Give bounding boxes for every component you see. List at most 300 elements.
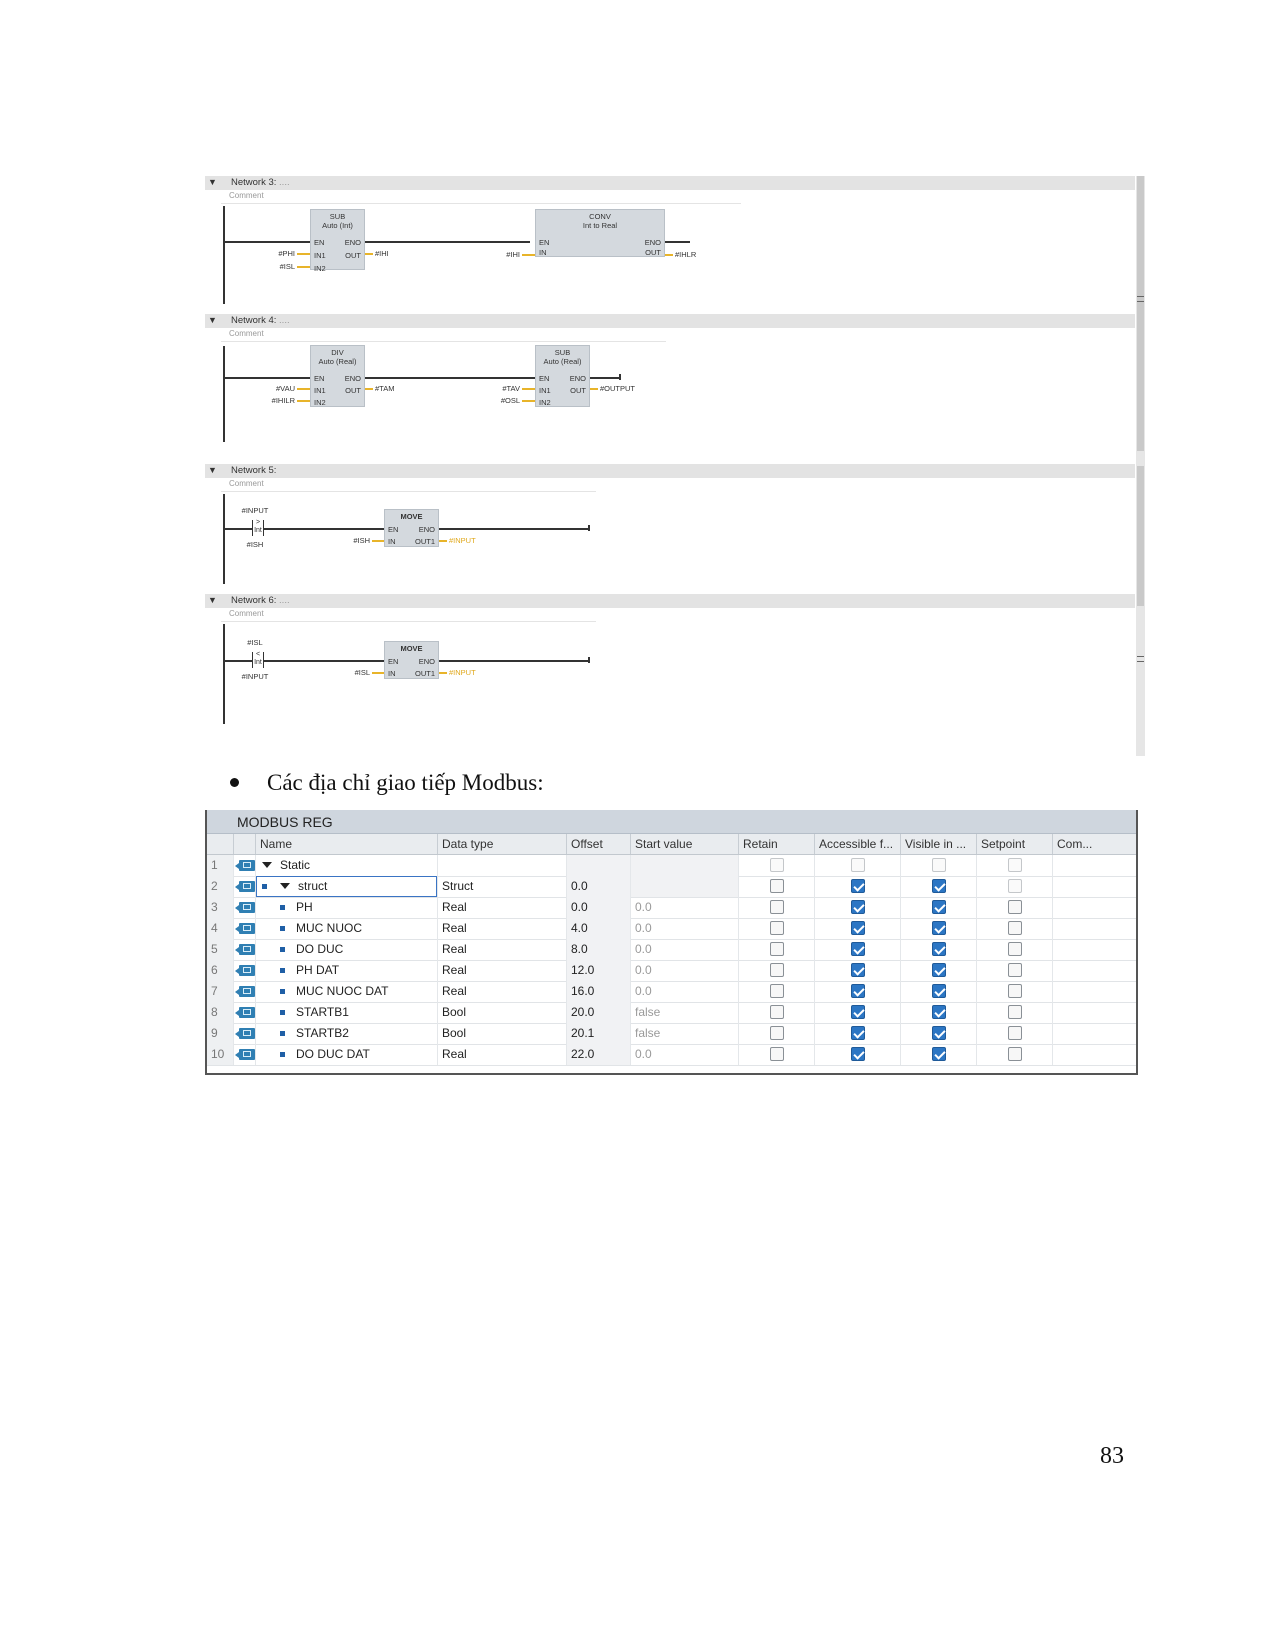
operand-wire — [372, 672, 384, 674]
comment-cell[interactable] — [1052, 981, 1136, 1002]
operand[interactable]: #INPUT — [449, 668, 476, 677]
rung-end — [619, 374, 621, 380]
data-type-cell[interactable]: Real — [437, 939, 566, 960]
tag-name: STARTB1 — [296, 1005, 349, 1019]
comment-cell[interactable] — [1052, 918, 1136, 939]
retain-checkbox[interactable] — [770, 900, 784, 914]
accessible-checkbox[interactable] — [851, 900, 865, 914]
visible-checkbox[interactable] — [932, 963, 946, 977]
pin-in1: IN1 — [314, 386, 326, 395]
operand-wire — [365, 388, 373, 390]
start-value-cell[interactable]: 0.0 — [630, 1044, 738, 1065]
operand[interactable]: #PHI — [278, 249, 295, 258]
visible-cell — [900, 855, 976, 876]
bullet-item — [230, 770, 544, 796]
retain-checkbox[interactable] — [770, 984, 784, 998]
rung-wire — [365, 241, 530, 243]
setpoint-checkbox[interactable] — [1008, 1026, 1022, 1040]
collapse-triangle-icon[interactable]: ▼ — [208, 315, 217, 325]
rung-wire — [439, 660, 589, 662]
interface-tag-icon — [239, 860, 255, 871]
power-rail — [223, 206, 225, 304]
table-row[interactable] — [207, 960, 1136, 982]
accessible-checkbox[interactable] — [851, 1005, 865, 1019]
offset-cell: 20.1 — [566, 1023, 630, 1044]
rung-wire — [224, 241, 324, 243]
pin-out: OUT — [570, 386, 586, 395]
retain-checkbox[interactable] — [770, 858, 784, 872]
data-type-cell[interactable] — [437, 855, 566, 876]
setpoint-checkbox[interactable] — [1008, 900, 1022, 914]
compare-symbol: > — [255, 519, 261, 526]
scrollbar-thumb-lower[interactable] — [1137, 466, 1144, 606]
pin-en: EN — [314, 238, 325, 247]
start-value-cell[interactable]: false — [630, 1002, 738, 1023]
start-value-cell[interactable]: 0.0 — [630, 939, 738, 960]
start-value-cell[interactable]: 0.0 — [630, 981, 738, 1002]
accessible-cell — [814, 960, 900, 981]
row-number: 5 — [207, 939, 233, 960]
row-number: 8 — [207, 1002, 233, 1023]
retain-cell — [738, 1023, 814, 1044]
network-title: Network 3: .... — [231, 177, 290, 188]
block-type: Auto (Real) — [318, 357, 357, 366]
operand[interactable]: #OUTPUT — [600, 384, 636, 393]
name-cell[interactable] — [255, 1002, 437, 1023]
bullet-text: Các địa chỉ giao tiếp Modbus: — [267, 770, 544, 795]
block-name: CONV — [589, 212, 611, 221]
visible-cell — [900, 1044, 976, 1065]
operand-wire — [665, 254, 673, 256]
data-type-cell[interactable]: Real — [437, 981, 566, 1002]
row-number: 2 — [207, 876, 233, 897]
operand[interactable]: #IHI — [375, 249, 389, 258]
start-value-cell[interactable] — [630, 855, 738, 876]
compare-symbol: < — [255, 651, 261, 658]
rung-wire — [224, 377, 310, 379]
collapse-triangle-icon[interactable]: ▼ — [208, 177, 217, 187]
accessible-checkbox[interactable] — [851, 1047, 865, 1061]
accessible-checkbox[interactable] — [851, 921, 865, 935]
rung-wire — [264, 528, 384, 530]
table-row[interactable] — [207, 855, 1136, 877]
name-cell[interactable] — [255, 918, 437, 939]
operand[interactable]: #ISL — [354, 668, 370, 677]
comment-cell[interactable] — [1052, 1044, 1136, 1065]
interface-tag-icon — [239, 965, 255, 976]
setpoint-checkbox[interactable] — [1008, 942, 1022, 956]
column-header-start-value[interactable]: Start value — [630, 834, 738, 854]
offset-cell: 20.0 — [566, 1002, 630, 1023]
interface-tag-icon — [239, 1049, 255, 1060]
retain-checkbox[interactable] — [770, 963, 784, 977]
table-row[interactable] — [207, 897, 1136, 919]
conv-block[interactable] — [535, 209, 665, 257]
pin-eno: ENO — [344, 374, 361, 383]
comment-cell[interactable] — [1052, 855, 1136, 876]
data-type-cell[interactable]: Bool — [437, 1002, 566, 1023]
network-header[interactable] — [205, 594, 1135, 608]
member-square-icon — [280, 926, 285, 931]
network-5 — [205, 464, 1135, 594]
pin-en: EN — [539, 238, 550, 247]
modbus-table — [205, 810, 1138, 1075]
tag-cell — [233, 939, 255, 960]
move-block[interactable] — [384, 509, 439, 547]
table-row[interactable] — [207, 1002, 1136, 1024]
compare-type: Int — [254, 659, 262, 666]
operand-wire — [522, 254, 535, 256]
offset-cell: 12.0 — [566, 960, 630, 981]
name-cell[interactable] — [255, 1044, 437, 1065]
column-header-name[interactable]: Name — [255, 834, 437, 854]
retain-cell — [738, 1044, 814, 1065]
comment-cell[interactable] — [1052, 897, 1136, 918]
visible-cell — [900, 918, 976, 939]
operand[interactable]: #OSL — [500, 396, 520, 405]
column-header-offset[interactable]: Offset — [566, 834, 630, 854]
accessible-checkbox[interactable] — [851, 963, 865, 977]
column-header-retain[interactable]: Retain — [738, 834, 814, 854]
scrollbar-grip-icon — [1137, 296, 1144, 302]
sub-block[interactable] — [310, 209, 365, 273]
setpoint-cell — [976, 897, 1052, 918]
start-value-cell[interactable]: 0.0 — [630, 897, 738, 918]
network-3 — [205, 176, 1135, 314]
operand[interactable]: #INPUT — [449, 536, 476, 545]
interface-tag-icon — [239, 902, 255, 913]
data-type-cell[interactable]: Struct — [437, 876, 566, 897]
compare-type: Int — [254, 527, 262, 534]
tag-cell — [233, 1044, 255, 1065]
pin-en: EN — [388, 657, 399, 666]
name-cell[interactable] — [255, 981, 437, 1002]
tag-name: MUC NUOC — [296, 921, 362, 935]
table-row[interactable] — [207, 981, 1136, 1003]
pin-in2: IN2 — [539, 398, 551, 407]
member-square-icon — [280, 947, 285, 952]
setpoint-cell — [976, 918, 1052, 939]
retain-cell — [738, 1002, 814, 1023]
interface-tag-icon — [239, 986, 255, 997]
visible-checkbox[interactable] — [932, 921, 946, 935]
member-square-icon — [280, 968, 285, 973]
accessible-checkbox[interactable] — [851, 858, 865, 872]
pin-in2: IN2 — [314, 398, 326, 407]
pin-out1: OUT1 — [414, 669, 435, 678]
tag-cell — [233, 981, 255, 1002]
operand[interactable]: #TAM — [375, 384, 395, 393]
visible-cell — [900, 876, 976, 897]
data-type-cell[interactable]: Real — [437, 1044, 566, 1065]
name-cell[interactable] — [255, 897, 437, 918]
network-header[interactable] — [205, 464, 1135, 478]
start-value-cell[interactable]: false — [630, 1023, 738, 1044]
visible-checkbox[interactable] — [932, 984, 946, 998]
network-6 — [205, 594, 1135, 734]
div-block[interactable] — [310, 345, 365, 407]
data-type-cell[interactable]: Real — [437, 960, 566, 981]
pin-eno: ENO — [418, 657, 435, 666]
operand-wire — [297, 388, 310, 390]
network-comment[interactable]: Comment — [221, 329, 666, 342]
setpoint-checkbox[interactable] — [1008, 984, 1022, 998]
block-type: Int to Real — [582, 221, 618, 230]
member-square-icon — [280, 1010, 285, 1015]
tag-cell — [233, 918, 255, 939]
pin-en: EN — [314, 374, 325, 383]
block-name: MOVE — [400, 512, 423, 521]
table-row[interactable] — [207, 918, 1136, 940]
collapse-triangle-icon[interactable]: ▼ — [208, 465, 217, 475]
table-title: MODBUS REG — [207, 810, 1136, 834]
pin-out1: OUT1 — [414, 537, 435, 546]
block-name: DIV — [331, 348, 344, 357]
start-value-cell[interactable] — [630, 876, 738, 897]
pin-in: IN — [539, 248, 547, 257]
rung-wire — [590, 377, 620, 379]
accessible-cell — [814, 1044, 900, 1065]
setpoint-checkbox[interactable] — [1008, 858, 1022, 872]
collapse-triangle-icon[interactable]: ▼ — [208, 595, 217, 605]
operand[interactable]: #IHI — [506, 250, 520, 259]
tag-cell — [233, 1023, 255, 1044]
operand-wire — [297, 266, 310, 268]
accessible-cell — [814, 1023, 900, 1044]
comment-cell[interactable] — [1052, 1023, 1136, 1044]
retain-checkbox[interactable] — [770, 942, 784, 956]
scrollbar-grip-icon — [1137, 656, 1144, 662]
accessible-checkbox[interactable] — [851, 984, 865, 998]
retain-cell — [738, 855, 814, 876]
visible-checkbox[interactable] — [932, 1026, 946, 1040]
retain-cell — [738, 897, 814, 918]
row-number: 9 — [207, 1023, 233, 1044]
operand[interactable]: #ISL — [279, 262, 295, 271]
member-square-icon — [280, 1031, 285, 1036]
ladder-editor — [205, 176, 1145, 756]
network-title: Network 6: .... — [231, 595, 290, 606]
tag-name: struct — [298, 879, 328, 893]
rung-wire — [365, 377, 535, 379]
setpoint-cell — [976, 1044, 1052, 1065]
table-row[interactable] — [207, 1044, 1136, 1066]
offset-cell: 4.0 — [566, 918, 630, 939]
column-header-data-type[interactable]: Data type — [437, 834, 566, 854]
rung-wire — [665, 241, 690, 243]
retain-checkbox[interactable] — [770, 879, 784, 893]
expand-triangle-icon[interactable] — [262, 862, 272, 868]
data-type-cell[interactable]: Real — [437, 918, 566, 939]
name-cell[interactable] — [255, 939, 437, 960]
setpoint-cell — [976, 876, 1052, 897]
retain-checkbox[interactable] — [770, 1005, 784, 1019]
setpoint-checkbox[interactable] — [1008, 921, 1022, 935]
name-cell[interactable] — [255, 960, 437, 981]
rung-end — [588, 525, 590, 531]
offset-cell: 22.0 — [566, 1044, 630, 1065]
table-row[interactable] — [207, 876, 1136, 898]
row-number: 10 — [207, 1044, 233, 1065]
interface-tag-icon — [239, 881, 255, 892]
retain-cell — [738, 960, 814, 981]
operand-wire — [297, 400, 310, 402]
start-value-cell[interactable]: 0.0 — [630, 918, 738, 939]
visible-checkbox[interactable] — [932, 879, 946, 893]
row-number: 4 — [207, 918, 233, 939]
interface-tag-icon — [239, 1028, 255, 1039]
tag-name: DO DUC DAT — [296, 1047, 370, 1061]
member-square-icon — [280, 905, 285, 910]
table-header — [207, 834, 1136, 855]
setpoint-checkbox[interactable] — [1008, 1047, 1022, 1061]
visible-cell — [900, 1002, 976, 1023]
visible-cell — [900, 960, 976, 981]
row-number: 3 — [207, 897, 233, 918]
pin-out: OUT — [645, 248, 661, 257]
contact-operand[interactable]: #INPUT — [241, 672, 269, 681]
operand-wire — [590, 388, 598, 390]
name-cell[interactable] — [255, 876, 437, 897]
pin-eno: ENO — [418, 525, 435, 534]
operand-wire — [297, 253, 310, 255]
operand-wire — [439, 540, 447, 542]
setpoint-cell — [976, 1002, 1052, 1023]
visible-checkbox[interactable] — [932, 858, 946, 872]
row-number: 6 — [207, 960, 233, 981]
operand-wire — [522, 400, 535, 402]
visible-checkbox[interactable] — [932, 900, 946, 914]
power-rail — [223, 494, 225, 584]
setpoint-cell — [976, 1023, 1052, 1044]
column-header-accessible[interactable]: Accessible f... — [814, 834, 900, 854]
operand-wire — [365, 253, 373, 255]
name-cell[interactable] — [255, 855, 437, 876]
network-comment[interactable]: Comment — [221, 479, 596, 492]
accessible-checkbox[interactable] — [851, 879, 865, 893]
retain-checkbox[interactable] — [770, 921, 784, 935]
operand-wire — [439, 672, 447, 674]
rung-end — [588, 657, 590, 663]
offset-cell: 8.0 — [566, 939, 630, 960]
setpoint-cell — [976, 939, 1052, 960]
scrollbar-thumb[interactable] — [1137, 176, 1144, 451]
operand[interactable]: #VAU — [275, 384, 295, 393]
retain-cell — [738, 939, 814, 960]
operand-wire — [522, 388, 535, 390]
pin-in: IN — [388, 537, 396, 546]
tag-name: Static — [280, 858, 311, 872]
table-row[interactable] — [207, 1023, 1136, 1045]
vertical-scrollbar[interactable] — [1136, 176, 1145, 756]
operand-wire — [372, 540, 384, 542]
offset-cell: 0.0 — [566, 876, 630, 897]
comment-cell[interactable] — [1052, 1002, 1136, 1023]
retain-checkbox[interactable] — [770, 1026, 784, 1040]
contact-operand[interactable]: #INPUT — [241, 506, 269, 515]
page-number: 83 — [1100, 1443, 1124, 1469]
accessible-cell — [814, 897, 900, 918]
data-type-cell[interactable]: Bool — [437, 1023, 566, 1044]
sub-real-block[interactable] — [535, 345, 590, 407]
setpoint-cell — [976, 960, 1052, 981]
visible-cell — [900, 897, 976, 918]
operand[interactable]: #IHILR — [271, 396, 295, 405]
row-number-header — [207, 834, 233, 854]
tag-name: PH DAT — [296, 963, 340, 977]
operand[interactable]: #IHLR — [675, 250, 697, 259]
comment-cell[interactable] — [1052, 939, 1136, 960]
member-square-icon — [280, 1052, 285, 1057]
rung-wire — [439, 528, 589, 530]
start-value-cell[interactable]: 0.0 — [630, 960, 738, 981]
retain-cell — [738, 981, 814, 1002]
member-square-icon — [280, 989, 285, 994]
contact-operand[interactable]: #ISH — [246, 540, 264, 549]
pin-en: EN — [388, 525, 399, 534]
setpoint-checkbox[interactable] — [1008, 963, 1022, 977]
tag-cell — [233, 1002, 255, 1023]
operand[interactable]: #TAV — [502, 384, 520, 393]
network-4 — [205, 314, 1135, 459]
setpoint-checkbox[interactable] — [1008, 879, 1022, 893]
accessible-checkbox[interactable] — [851, 942, 865, 956]
contact-operand[interactable]: #ISL — [247, 638, 263, 647]
operand[interactable]: #ISH — [353, 536, 370, 545]
pin-in1: IN1 — [314, 251, 326, 260]
comment-cell[interactable] — [1052, 960, 1136, 981]
setpoint-cell — [976, 855, 1052, 876]
tag-cell — [233, 960, 255, 981]
network-comment[interactable]: Comment — [221, 191, 741, 204]
table-row[interactable] — [207, 939, 1136, 961]
visible-checkbox[interactable] — [932, 942, 946, 956]
data-type-cell[interactable]: Real — [437, 897, 566, 918]
name-cell[interactable] — [255, 1023, 437, 1044]
name-edit-box[interactable] — [256, 876, 437, 897]
column-header-visible[interactable]: Visible in ... — [900, 834, 976, 854]
column-header-setpoint[interactable]: Setpoint — [976, 834, 1052, 854]
comment-cell[interactable] — [1052, 876, 1136, 897]
bullet-icon — [230, 778, 239, 787]
accessible-checkbox[interactable] — [851, 1026, 865, 1040]
accessible-cell — [814, 1002, 900, 1023]
offset-cell: 16.0 — [566, 981, 630, 1002]
accessible-cell — [814, 855, 900, 876]
network-header[interactable] — [205, 314, 1135, 328]
tag-cell — [233, 855, 255, 876]
pin-eno: ENO — [644, 238, 661, 247]
pin-en: EN — [539, 374, 550, 383]
pin-in2: IN2 — [314, 264, 326, 273]
tag-name: MUC NUOC DAT — [296, 984, 389, 998]
retain-checkbox[interactable] — [770, 1047, 784, 1061]
visible-checkbox[interactable] — [932, 1005, 946, 1019]
move-block[interactable] — [384, 641, 439, 679]
accessible-cell — [814, 981, 900, 1002]
network-comment[interactable]: Comment — [221, 609, 596, 622]
offset-cell: 0.0 — [566, 897, 630, 918]
setpoint-checkbox[interactable] — [1008, 1005, 1022, 1019]
block-name: SUB — [329, 212, 346, 221]
visible-checkbox[interactable] — [932, 1047, 946, 1061]
column-header-comment[interactable]: Com... — [1052, 834, 1136, 854]
tag-name: DO DUC — [296, 942, 344, 956]
network-title: Network 5: — [231, 465, 277, 476]
network-header[interactable] — [205, 176, 1135, 190]
pin-in: IN — [388, 669, 396, 678]
accessible-cell — [814, 876, 900, 897]
